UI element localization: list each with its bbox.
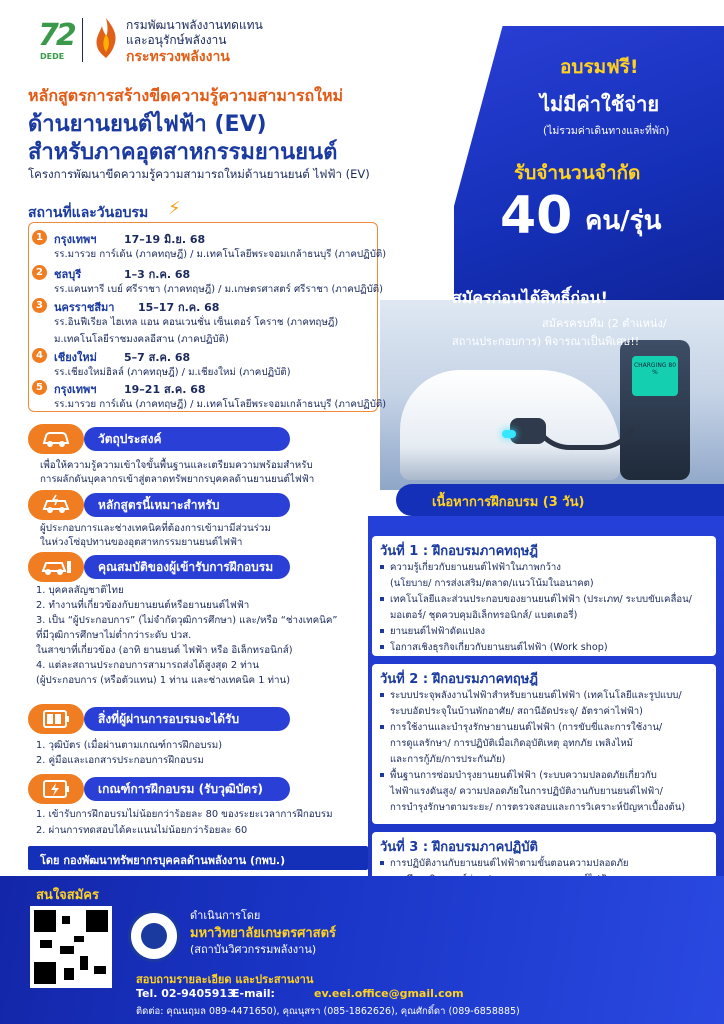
- criteria-item: 1. เข้ารับการฝึกอบรมไม่น้อยกว่าร้อยละ 80 ของระยะเวลาการฝึกอบรม: [36, 809, 333, 820]
- day-label: วันที่ 3 :: [380, 840, 429, 855]
- audience-section-badge: [28, 490, 84, 520]
- benefit-item: 1. วุฒิบัตร (เมื่อผ่านตามเกณฑ์การฝึกอบรม): [36, 740, 223, 751]
- venue-place: รร.อินฟีเรียล ไฮเทล แอน คอนเวนชั่น เซ็นเตอร์ โคราช (ภาคทฤษฎี): [54, 317, 339, 328]
- qualification-item: (ผู้ประกอบการ (หรือตัวแทน) 1 ท่าน และช่างเทคนิค 1 ท่าน): [36, 675, 291, 686]
- objective-title: วัตถุประสงค์: [84, 427, 290, 451]
- day-bullet-cont: และการกู้ภัย/การประกันภัย): [390, 754, 506, 765]
- plug-glow: [502, 430, 516, 438]
- day-bullet: ความรู้เกี่ยวกับยานยนต์ไฟฟ้าในภาพกว้าง: [380, 560, 561, 575]
- venue-date: 15–17 ก.ค. 68: [138, 301, 220, 314]
- free-training: อบรมฟรี!: [560, 56, 639, 78]
- qualification-item: 4. แต่ละสถานประกอบการสามารถส่งได้สูงสุด 2 ท่าน: [36, 660, 259, 671]
- day-bullet: พื้นฐานการซ่อมบำรุงยานยนต์ไฟฟ้า (ระบบความปลอดภัยเกี่ยวกับ: [380, 768, 657, 783]
- audience-text-line1: ผู้ประกอบการและช่างเทคนิคที่ต้องการเข้ามามีส่วนร่วม: [40, 523, 271, 534]
- day-card: [372, 536, 716, 656]
- venue-place: รร.มารวย การ์เด้น (ภาคทฤษฎี) / ม.เทคโนโลยีพระจอมเกล้าธนบุรี (ภาคปฏิบัติ): [54, 249, 387, 260]
- day-topic: ฝึกอบรมภาคทฤษฎี: [432, 672, 538, 687]
- day-title: [380, 540, 538, 561]
- qualification-section-badge: [28, 552, 84, 582]
- venue-place: รร.แคนทารี เบย์ ศรีราชา (ภาคทฤษฎี) / ม.เกษตรศาสตร์ ศรีราชา (ภาคปฏิบัติ): [54, 284, 383, 295]
- org-name-line2: และอนุรักษ์พลังงาน: [126, 33, 227, 47]
- course-title-line3: สำหรับภาคอุตสาหกรรมยานยนต์: [28, 140, 338, 165]
- venue-date: 17–19 มิ.ย. 68: [124, 233, 206, 246]
- qualification-item: 3. เป็น “ผู้ประกอบการ” (ไม่จำกัดวุฒิการศึกษา) และ/หรือ “ช่างเทคนิค”: [36, 615, 338, 626]
- day-bullet: โอกาสเชิงธุรกิจเกี่ยวกับยานยนต์ไฟฟ้า (Work shop): [380, 640, 608, 655]
- audience-title: หลักสูตรนี้เหมาะสำหรับ: [84, 493, 290, 517]
- day-title: [380, 668, 538, 689]
- cost-exclusion: (ไม่รวมค่าเดินทางและที่พัก): [543, 125, 670, 137]
- battery-icon: [40, 707, 72, 731]
- venue-city: เชียงใหม่: [54, 351, 97, 364]
- day-bullet: การใช้งานและบำรุงรักษายานยนต์ไฟฟ้า (การขับขี่และการใช้งาน/: [380, 720, 662, 735]
- venue-number: 1: [32, 230, 47, 245]
- day-topic: ฝึกอบรมภาคทฤษฎี: [432, 544, 538, 559]
- benefits-section-badge: [28, 704, 84, 734]
- inquiry-label: สอบถามรายละเอียด และประสานงาน: [136, 973, 314, 986]
- lightning-icon: ⚡: [168, 198, 181, 219]
- email-link[interactable]: ev.eei.office@gmail.com: [314, 987, 464, 1000]
- logo-word: DEDE: [40, 52, 65, 61]
- audience-text-line2: ในห่วงโซ่อุปทานของอุตสาหกรรมยานยนต์ไฟฟ้า: [40, 537, 243, 548]
- org-name-line1: กรมพัฒนาพลังงานทดแทน: [126, 18, 263, 32]
- venue-item: [32, 263, 383, 299]
- logo-number: 72: [38, 18, 74, 53]
- venue-number: 2: [32, 265, 47, 280]
- criteria-section-badge: [28, 774, 84, 804]
- day-bullet-cont: การดูแลรักษา/ การปฏิบัติเมื่อเกิดอุบัติเหตุ อุทกภัย เพลิงไหม้: [390, 738, 633, 749]
- day-bullet: ยานยนต์ไฟฟ้าดัดแปลง: [380, 624, 485, 639]
- day-bullet-cont: ไฟฟ้าแรงดันสูง/ ความปลอดภัยในการปฏิบัติงานกับยานยนต์ไฟฟ้า/: [390, 786, 663, 797]
- qualification-item: 1. บุคคลสัญชาติไทย: [36, 585, 124, 596]
- venue-place: รร.มารวย การ์เด้น (ภาคทฤษฎี) / ม.เทคโนโลยีพระจอมเกล้าธนบุรี (ภาคปฏิบัติ): [54, 399, 387, 410]
- qualification-item: ที่มีวุฒิการศึกษาไม่ต่ำกว่าระดับ ปวส.: [36, 630, 192, 641]
- venue-item: [32, 228, 387, 264]
- venue-place: รร.เชียงใหม่ฮิลล์ (ภาคทฤษฎี) / ม.เชียงใหม่ (ภาคปฏิบัติ): [54, 367, 291, 378]
- benefit-item: 2. คู่มือและเอกสารประกอบการฝึกอบรม: [36, 755, 204, 766]
- day-bullet-cont: (นโยบาย/ การส่งเสริม/ตลาด/แนวโน้มในอนาคต): [390, 578, 594, 589]
- seat-unit: คน/รุ่น: [585, 206, 662, 236]
- objective-text-line2: การผลักดันบุคลากรเข้าสู่ตลาดทรัพยากรบุคคลด้านยานยนต์ไฟฟ้า: [40, 474, 315, 485]
- ministry-name: กระทรวงพลังงาน: [126, 49, 230, 65]
- venue-place-line2: ม.เทคโนโลยีราชมงคลอีสาน (ภาคปฏิบัติ): [54, 334, 229, 345]
- venue-item: [32, 296, 380, 348]
- day-bullet-cont: มอเตอร์/ ชุดควบคุมอิเล็กทรอนิกส์/ แบตเตอรี่): [390, 610, 578, 621]
- venue-item: [32, 378, 387, 414]
- venue-city: นครราชสีมา: [54, 301, 115, 314]
- day-bullet: การปฏิบัติงานกับยานยนต์ไฟฟ้าตามขั้นตอนความปลอดภัย: [380, 856, 629, 871]
- criteria-item: 2. ผ่านการทดสอบได้คะแนนไม่น้อยกว่าร้อยละ 60: [36, 825, 248, 836]
- email-label: E-mail:: [232, 987, 275, 1000]
- day-label: วันที่ 1 :: [380, 544, 429, 559]
- ministry-flame-icon: [88, 16, 124, 60]
- first-come: สมัครก่อนได้สิทธิ์ก่อน!: [452, 288, 608, 307]
- qualification-item: 2. ทำงานที่เกี่ยวข้องกับยานยนต์หรือยานยนต์ไฟฟ้า: [36, 600, 250, 611]
- run-by-label: ดำเนินการโดย: [190, 909, 261, 922]
- venue-heading: สถานที่และวันอบรม: [28, 205, 149, 221]
- no-cost: ไม่มีค่าใช้จ่าย: [540, 92, 660, 116]
- registration-qr-code[interactable]: [30, 906, 112, 988]
- charging-car-icon: [40, 555, 72, 579]
- day-bullet: ระบบประจุพลังงานไฟฟ้าสำหรับยานยนต์ไฟฟ้า (เทคโนโลยีและรูปแบบ/: [380, 688, 682, 703]
- course-title-line1: หลักสูตรการสร้างขีดความรู้ความสามารถใหม่: [28, 86, 344, 105]
- criteria-title: เกณฑ์การฝึกอบรม (รับวุฒิบัตร): [84, 777, 290, 801]
- university-seal-icon: [128, 910, 180, 962]
- contact-people: ติดต่อ: คุณนฤมล 089-4471650), คุณนุสรา (085-1862626), คุณศักดิ์ดา (089-6858885): [136, 1006, 520, 1017]
- car-icon: [40, 427, 72, 451]
- venue-number: 3: [32, 298, 47, 313]
- ev-car-icon: [40, 493, 72, 517]
- venue-city: ชลบุรี: [54, 268, 82, 281]
- car-section-badge: [28, 424, 84, 454]
- seat-count: 40: [500, 186, 573, 246]
- institute-name: (สถาบันวิศวกรรมพลังงาน): [190, 943, 317, 956]
- venue-date: 19–21 ส.ค. 68: [124, 383, 206, 396]
- qualification-title: คุณสมบัติของผู้เข้ารับการฝึกอบรม: [84, 555, 290, 579]
- venue-date: 5–7 ส.ค. 68: [124, 351, 191, 364]
- phone-number[interactable]: Tel. 02-9405913: [136, 987, 235, 1000]
- project-subtitle: โครงการพัฒนาขีดความรู้ความสามารถใหม่ด้านยานยนต์ ไฟฟ้า (EV): [28, 167, 370, 181]
- charger-screen-text: CHARGING 80 %: [633, 362, 677, 376]
- course-title-line2: ด้านยานยนต์ไฟฟ้า (EV): [28, 112, 267, 137]
- day-card-overlay: [372, 832, 716, 964]
- objective-text-line1: เพื่อให้ความรู้ความเข้าใจขั้นพื้นฐานและเตรียมความพร้อมสำหรับ: [40, 460, 313, 471]
- training-content-title: เนื้อหาการฝึกอบรม (3 วัน): [432, 495, 585, 510]
- venue-date: 1–3 ก.ค. 68: [124, 268, 191, 281]
- divider: [82, 18, 83, 62]
- apply-label: สนใจสมัคร: [36, 888, 99, 903]
- day-bullet: เทคโนโลยีและส่วนประกอบของยานยนต์ไฟฟ้า (ประเภท/ ระบบขับเคลื่อน/: [380, 592, 692, 607]
- day-topic: ฝึกอบรมภาคปฏิบัติ: [432, 840, 538, 855]
- venue-number: 5: [32, 380, 47, 395]
- day-label: วันที่ 2 :: [380, 672, 429, 687]
- venue-number: 4: [32, 348, 47, 363]
- day-bullet-cont: การบำรุงรักษาตามระยะ/ การตรวจสอบและการวิเคราะห์ปัญหาเบื้องต้น): [390, 802, 686, 813]
- header-logos: [34, 14, 294, 66]
- venue-item: [32, 346, 380, 382]
- day-card: [372, 664, 716, 824]
- team-note-line1: สมัครครบทีม (2 ตำแหน่ง/: [542, 317, 667, 330]
- venue-city: กรุงเทพฯ: [54, 383, 97, 396]
- day-bullet-cont: ระบบอัดประจุในบ้านพักอาศัย/ สถานีอัดประจุ/ อัตราค่าไฟฟ้า): [390, 706, 643, 717]
- dede-logo: [34, 14, 80, 64]
- battery-charge-icon: [40, 777, 72, 801]
- team-note-line2: สถานประกอบการ) พิจารณาเป็นพิเศษ!!: [452, 335, 640, 348]
- venue-city: กรุงเทพฯ: [54, 233, 97, 246]
- university-name: มหาวิทยาลัยเกษตรศาสตร์: [190, 926, 337, 941]
- organizer-text: โดย กองพัฒนาทรัพยากรบุคคลด้านพลังงาน (กพบ.): [40, 854, 286, 867]
- training-content-heading: [396, 484, 724, 516]
- limited-seats: รับจำนวนจำกัด: [514, 162, 641, 184]
- benefits-title: สิ่งที่ผู้ผ่านการอบรมจะได้รับ: [84, 707, 290, 731]
- qualification-item: ในสาขาที่เกี่ยวข้อง (อาทิ ยานยนต์ ไฟฟ้า หรือ อิเล็กทรอนิกส์): [36, 645, 293, 656]
